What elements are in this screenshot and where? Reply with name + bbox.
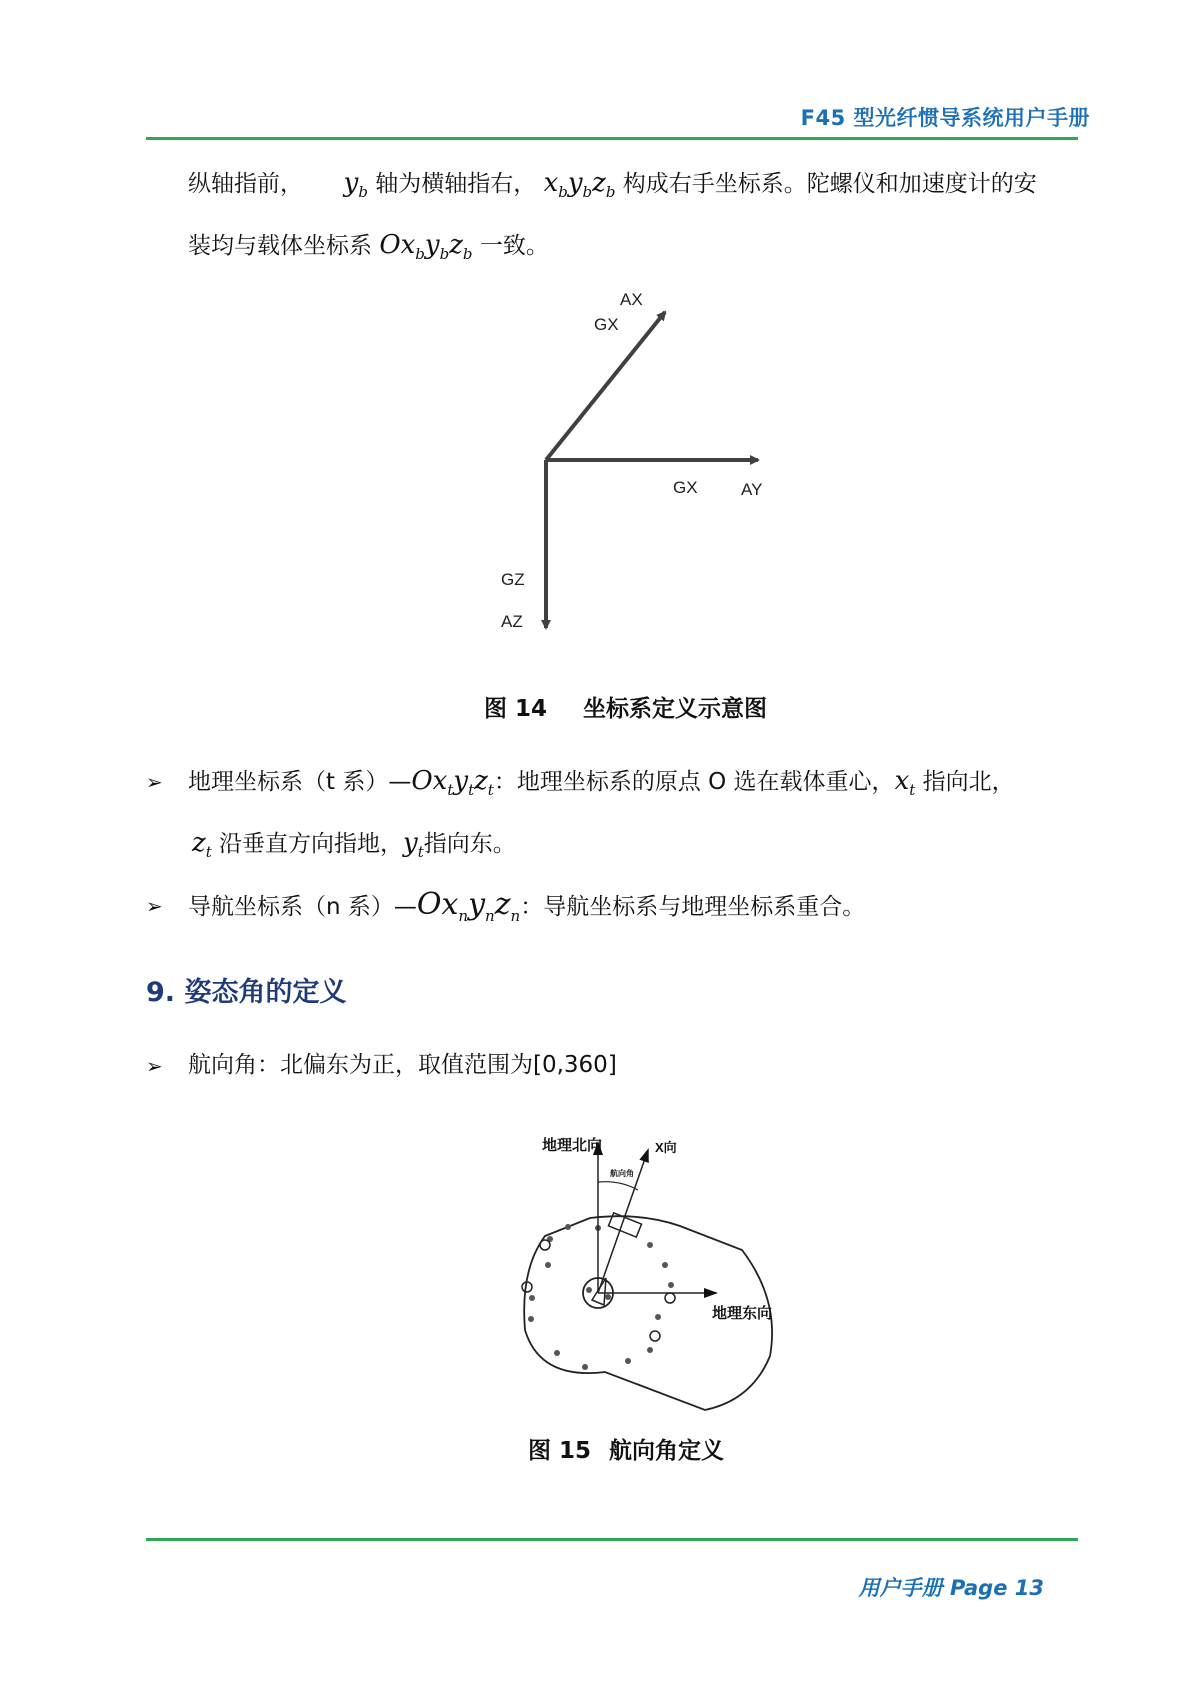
text: 轴为横轴指右， (375, 171, 537, 197)
label-heading-angle: 航向角 (610, 1169, 634, 1178)
label-gz: GZ (501, 570, 525, 589)
bullet-t-frame-line2: $z_t$ 沿垂直方向指地，$y_t$指向东。 (192, 828, 516, 862)
text: 构成右手坐标系。陀螺仪和加速度计的安 (622, 171, 1037, 197)
header-title: F45 型光纤惯导系统用户手册 (800, 106, 1090, 130)
bullet-marker: ➢ (146, 1054, 163, 1078)
bullet-marker: ➢ (146, 894, 163, 918)
label-gx-top: GX (594, 315, 619, 334)
bullet-marker: ➢ (146, 770, 163, 794)
label-gx-right: GX (673, 478, 698, 497)
figure-14-caption: 图 14 坐标系定义示意图 (484, 696, 768, 722)
text: 装均与载体坐标系 (188, 233, 372, 259)
label-north: 地理北向 (542, 1137, 603, 1154)
label-x-direction: X向 (655, 1140, 677, 1155)
math-yb: $y_b$ (343, 168, 368, 202)
figure-15-caption: 图 15 航向角定义 (528, 1438, 725, 1464)
math-xbybzb: $x_by_bz_b$ (543, 168, 616, 202)
footer-rule (146, 1538, 1078, 1541)
bullet-heading-angle: 航向角：北偏东为正，取值范围为[0,360] (188, 1052, 617, 1078)
bullet-t-frame: 地理坐标系（t 系）$—Ox_ty_tz_t$：地理坐标系的原点 O 选在载体重心，$x_t$ 指向北， (188, 766, 1015, 800)
label-ay: AY (741, 480, 763, 499)
text: 一致。 (479, 233, 549, 259)
footer-page-label: 用户手册 Page 13 (858, 1576, 1044, 1600)
label-ax: AX (620, 290, 643, 309)
text: 纵轴指前， (188, 171, 303, 197)
section-heading: 9. 姿态角的定义 (146, 977, 347, 1008)
math-Oxbybzb: $Ox_by_bz_b$ (379, 230, 473, 264)
bullet-n-frame: 导航坐标系（n 系）$—Ox_ny_nz_n$：导航坐标系与地理坐标系重合。 (188, 887, 866, 925)
label-az: AZ (501, 612, 523, 631)
label-east: 地理东向 (712, 1305, 773, 1322)
